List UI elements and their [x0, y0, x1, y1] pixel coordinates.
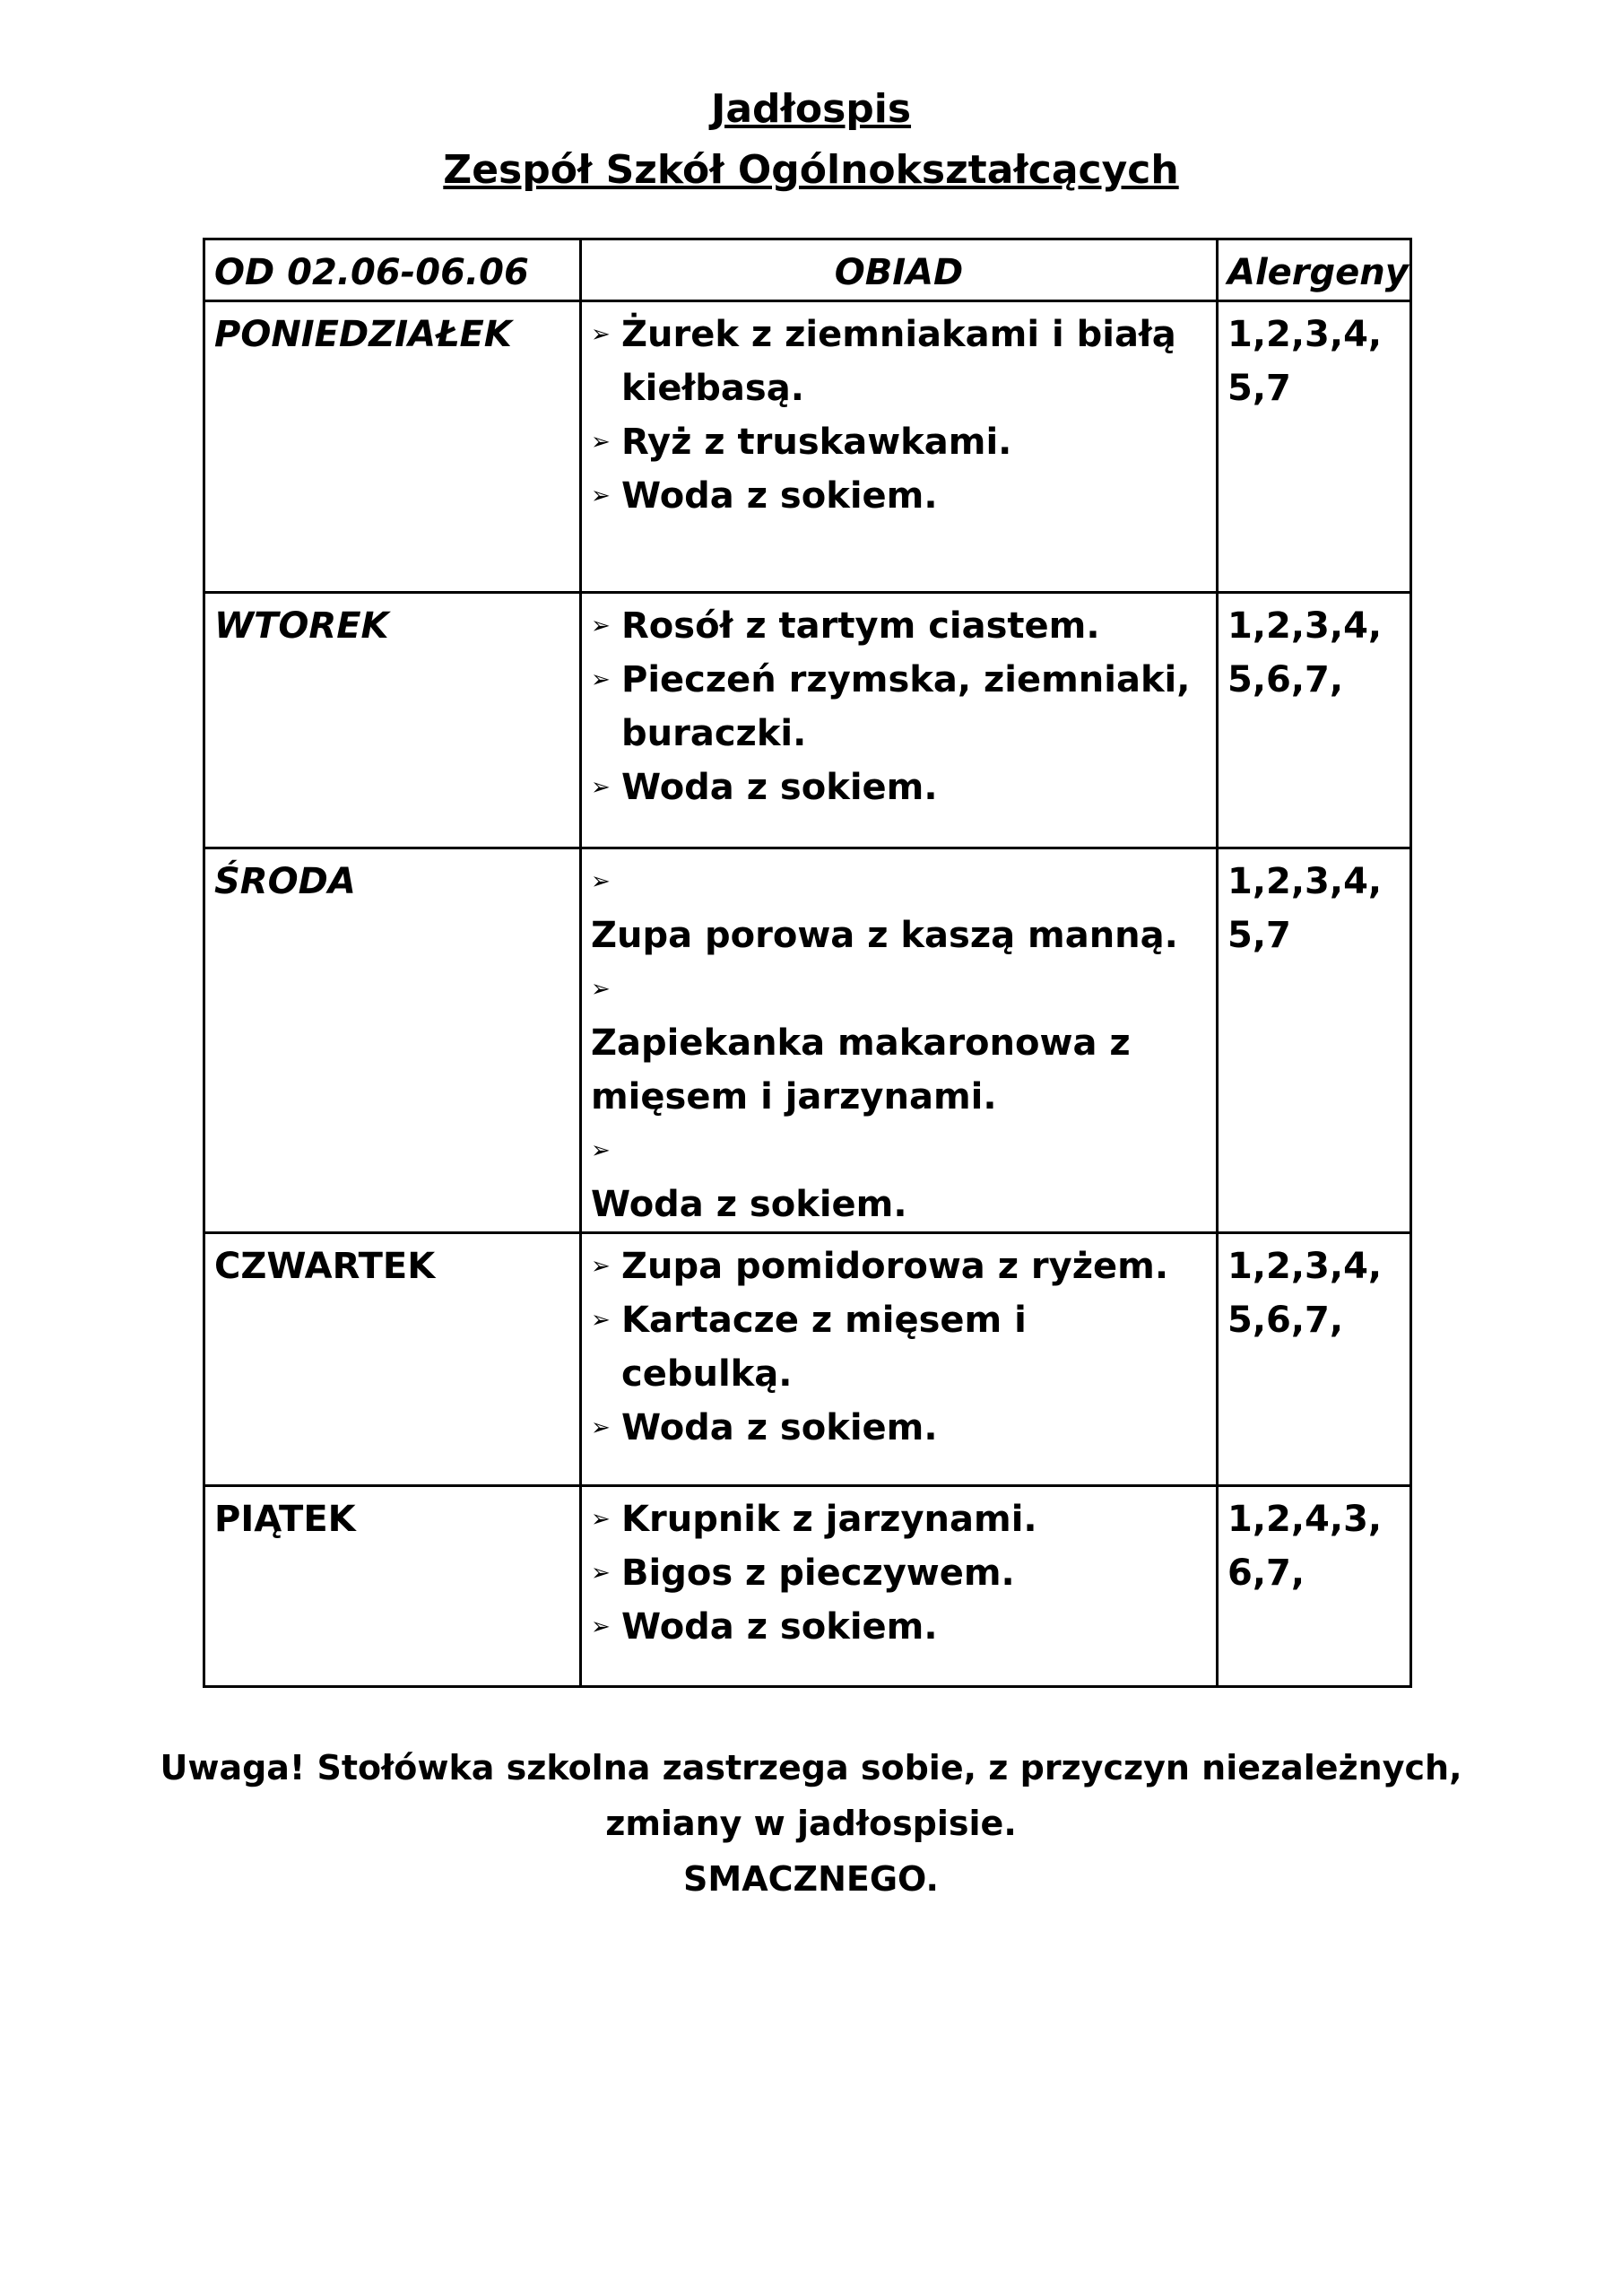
header-meal: OBIAD	[581, 239, 1218, 301]
dish-text: Ryż z truskawkami.	[621, 422, 1012, 463]
dishes-cell	[581, 1486, 1218, 1687]
arrowhead-bullet-icon: ➢	[591, 1137, 611, 1164]
day-cell: PIĄTEK	[204, 1486, 581, 1687]
arrowhead-bullet-icon: ➢	[591, 774, 611, 801]
table-row	[204, 301, 1411, 593]
dish-list	[591, 855, 1207, 1231]
table-row	[204, 1233, 1411, 1486]
dishes-cell	[581, 593, 1218, 848]
table-row	[204, 1486, 1411, 1687]
dish-text: Krupnik z jarzynami.	[621, 1499, 1037, 1540]
list-item	[591, 1239, 1207, 1293]
arrowhead-bullet-icon: ➢	[591, 321, 611, 348]
arrowhead-bullet-icon: ➢	[591, 1506, 611, 1533]
dish-text: Zapiekanka makaronowa z mięsem i jarzynami.	[591, 1022, 1131, 1118]
dish-text: Zupa porowa z kaszą manną.	[591, 915, 1178, 956]
list-item	[591, 1124, 1207, 1231]
arrowhead-bullet-icon: ➢	[591, 976, 611, 1003]
table-header-row	[204, 239, 1411, 301]
arrowhead-bullet-icon: ➢	[591, 483, 611, 509]
list-item	[591, 1492, 1207, 1546]
dish-text: Zupa pomidorowa z ryżem.	[621, 1246, 1169, 1287]
footer-note-continued: zmiany w jadłospisie.	[605, 1804, 1017, 1843]
document-title: Jadłospis	[710, 86, 912, 132]
arrowhead-bullet-icon: ➢	[591, 1307, 611, 1334]
list-item	[591, 855, 1207, 962]
document-subtitle: Zespół Szkół Ogólnokształcących	[443, 147, 1179, 193]
arrowhead-bullet-icon: ➢	[591, 1414, 611, 1441]
dish-text: Pieczeń rzymska, ziemniaki, buraczki.	[621, 659, 1191, 754]
allergens-cell: 1,2,3,4, 5,6,7,	[1218, 593, 1411, 848]
dish-list	[591, 1492, 1207, 1654]
list-item	[591, 1600, 1207, 1654]
arrowhead-bullet-icon: ➢	[591, 613, 611, 639]
dish-text: Woda z sokiem.	[591, 1184, 907, 1225]
dish-text: Kartacze z mięsem i cebulką.	[621, 1300, 1027, 1395]
list-item	[591, 469, 1207, 523]
menu-table	[203, 238, 1412, 1688]
header-period: OD 02.06-06.06	[204, 239, 581, 301]
dishes-cell	[581, 301, 1218, 593]
arrowhead-bullet-icon: ➢	[591, 1253, 611, 1280]
allergens-cell: 1,2,3,4, 5,6,7,	[1218, 1233, 1411, 1486]
arrowhead-bullet-icon: ➢	[591, 868, 611, 895]
arrowhead-bullet-icon: ➢	[591, 1560, 611, 1587]
list-item	[591, 1293, 1207, 1401]
day-cell: PONIEDZIAŁEK	[204, 301, 581, 593]
dish-list	[591, 1239, 1207, 1455]
dish-text: Woda z sokiem.	[621, 1606, 938, 1648]
list-item	[591, 761, 1207, 814]
dishes-cell	[581, 1233, 1218, 1486]
list-item	[591, 962, 1207, 1124]
dishes-cell	[581, 848, 1218, 1233]
table-row	[204, 848, 1411, 1233]
day-cell: WTOREK	[204, 593, 581, 848]
list-item	[591, 599, 1207, 653]
day-cell: ŚRODA	[204, 848, 581, 1233]
arrowhead-bullet-icon: ➢	[591, 666, 611, 693]
list-item	[591, 653, 1207, 761]
dish-text: Żurek z ziemniakami i białą kiełbasą.	[621, 314, 1176, 409]
arrowhead-bullet-icon: ➢	[591, 429, 611, 456]
list-item	[591, 1401, 1207, 1455]
list-item	[591, 1546, 1207, 1600]
allergens-cell: 1,2,3,4, 5,7	[1218, 301, 1411, 593]
dish-text: Rosół z tartym ciastem.	[621, 605, 1100, 647]
dish-text: Woda z sokiem.	[621, 767, 938, 808]
allergens-cell: 1,2,4,3, 6,7,	[1218, 1486, 1411, 1687]
list-item	[591, 308, 1207, 415]
arrowhead-bullet-icon: ➢	[591, 1613, 611, 1640]
list-item	[591, 415, 1207, 469]
footer-closing: SMACZNEGO.	[683, 1859, 939, 1899]
header-allergens: Alergeny	[1218, 239, 1411, 301]
allergens-cell: 1,2,3,4, 5,7	[1218, 848, 1411, 1233]
day-cell: CZWARTEK	[204, 1233, 581, 1486]
dish-list	[591, 308, 1207, 523]
dish-list	[591, 599, 1207, 814]
dish-text: Woda z sokiem.	[621, 1407, 938, 1448]
table-row	[204, 593, 1411, 848]
dish-text: Woda z sokiem.	[621, 475, 938, 517]
dish-text: Bigos z pieczywem.	[621, 1552, 1015, 1594]
footer-note: Uwaga! Stołówka szkolna zastrzega sobie, z przyczyn niezależnych,	[160, 1748, 1462, 1787]
